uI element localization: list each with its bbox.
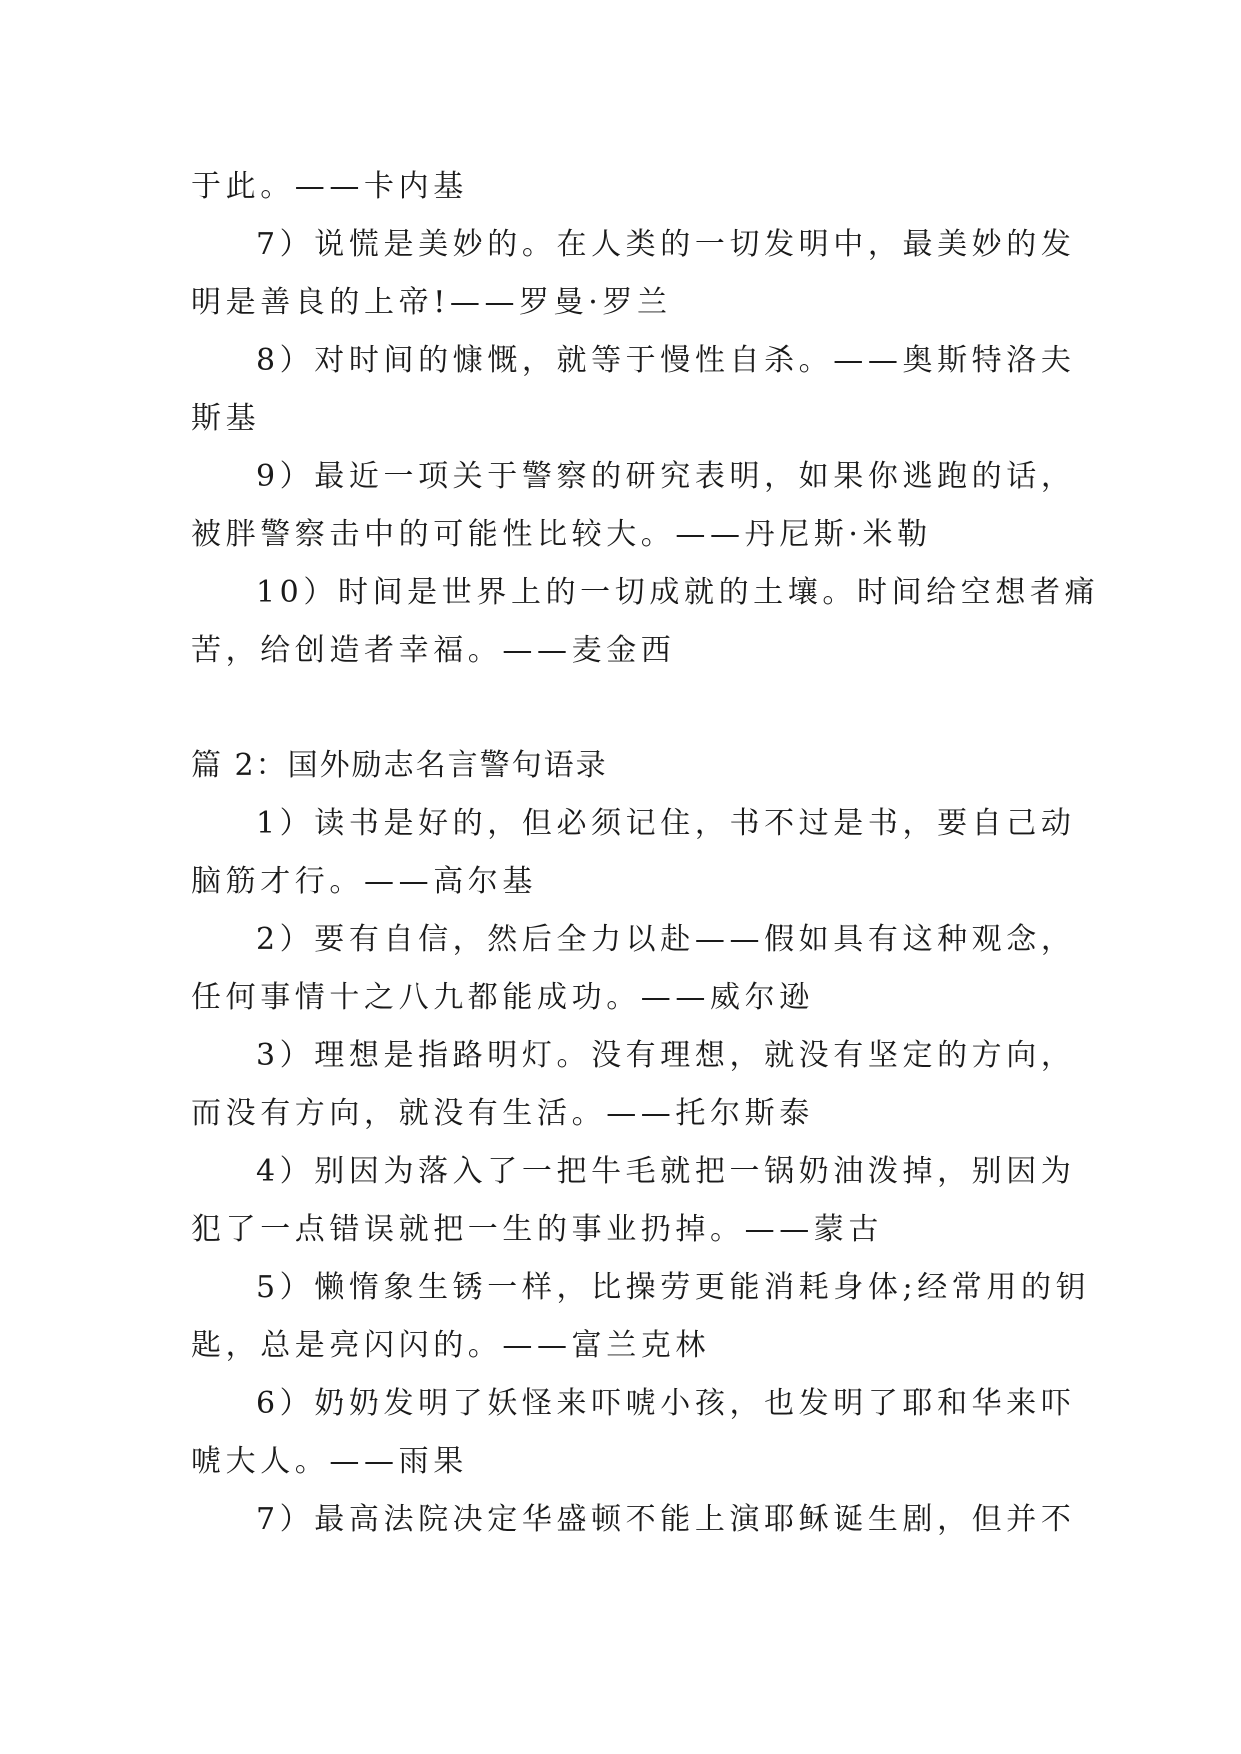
text-line: 3）理想是指路明灯。没有理想，就没有坚定的方向， (256, 1038, 1076, 1073)
text-line: 而没有方向，就没有生活。——托尔斯泰 (191, 1096, 814, 1131)
text-line: 7）说慌是美妙的。在人类的一切发明中，最美妙的发 (256, 227, 1076, 262)
text-line: 脑筋才行。——高尔基 (191, 864, 537, 899)
text-line: 唬大人。——雨果 (191, 1444, 468, 1479)
text-line: 7）最高法院决定华盛顿不能上演耶稣诞生剧，但并不 (256, 1502, 1076, 1537)
text-line: 10）时间是世界上的一切成就的土壤。时间给空想者痛 (256, 575, 1100, 610)
text-line: 被胖警察击中的可能性比较大。——丹尼斯·米勒 (191, 517, 932, 552)
text-line: 6）奶奶发明了妖怪来吓唬小孩，也发明了耶和华来吓 (256, 1386, 1076, 1421)
text-line: 8）对时间的慷慨，就等于慢性自杀。——奥斯特洛夫 (256, 343, 1076, 378)
text-line: 5）懒惰象生锈一样，比操劳更能消耗身体;经常用的钥 (256, 1270, 1091, 1305)
text-line: 于此。——卡内基 (191, 169, 468, 204)
section-heading: 篇 2：国外励志名言警句语录 (191, 748, 608, 783)
text-line: 任何事情十之八九都能成功。——威尔逊 (191, 980, 814, 1015)
text-line: 苦，给创造者幸福。——麦金西 (191, 633, 676, 668)
text-line: 斯基 (191, 401, 261, 436)
text-line: 匙，总是亮闪闪的。——富兰克林 (191, 1328, 710, 1363)
text-line: 9）最近一项关于警察的研究表明，如果你逃跑的话， (256, 459, 1076, 494)
text-line: 4）别因为落入了一把牛毛就把一锅奶油泼掉，别因为 (256, 1154, 1076, 1189)
text-line: 1）读书是好的，但必须记住，书不过是书，要自己动 (256, 806, 1076, 841)
text-line: 犯了一点错误就把一生的事业扔掉。——蒙古 (191, 1212, 883, 1247)
text-line: 明是善良的上帝!——罗曼·罗兰 (191, 285, 672, 320)
text-line: 2）要有自信，然后全力以赴——假如具有这种观念， (256, 922, 1076, 957)
